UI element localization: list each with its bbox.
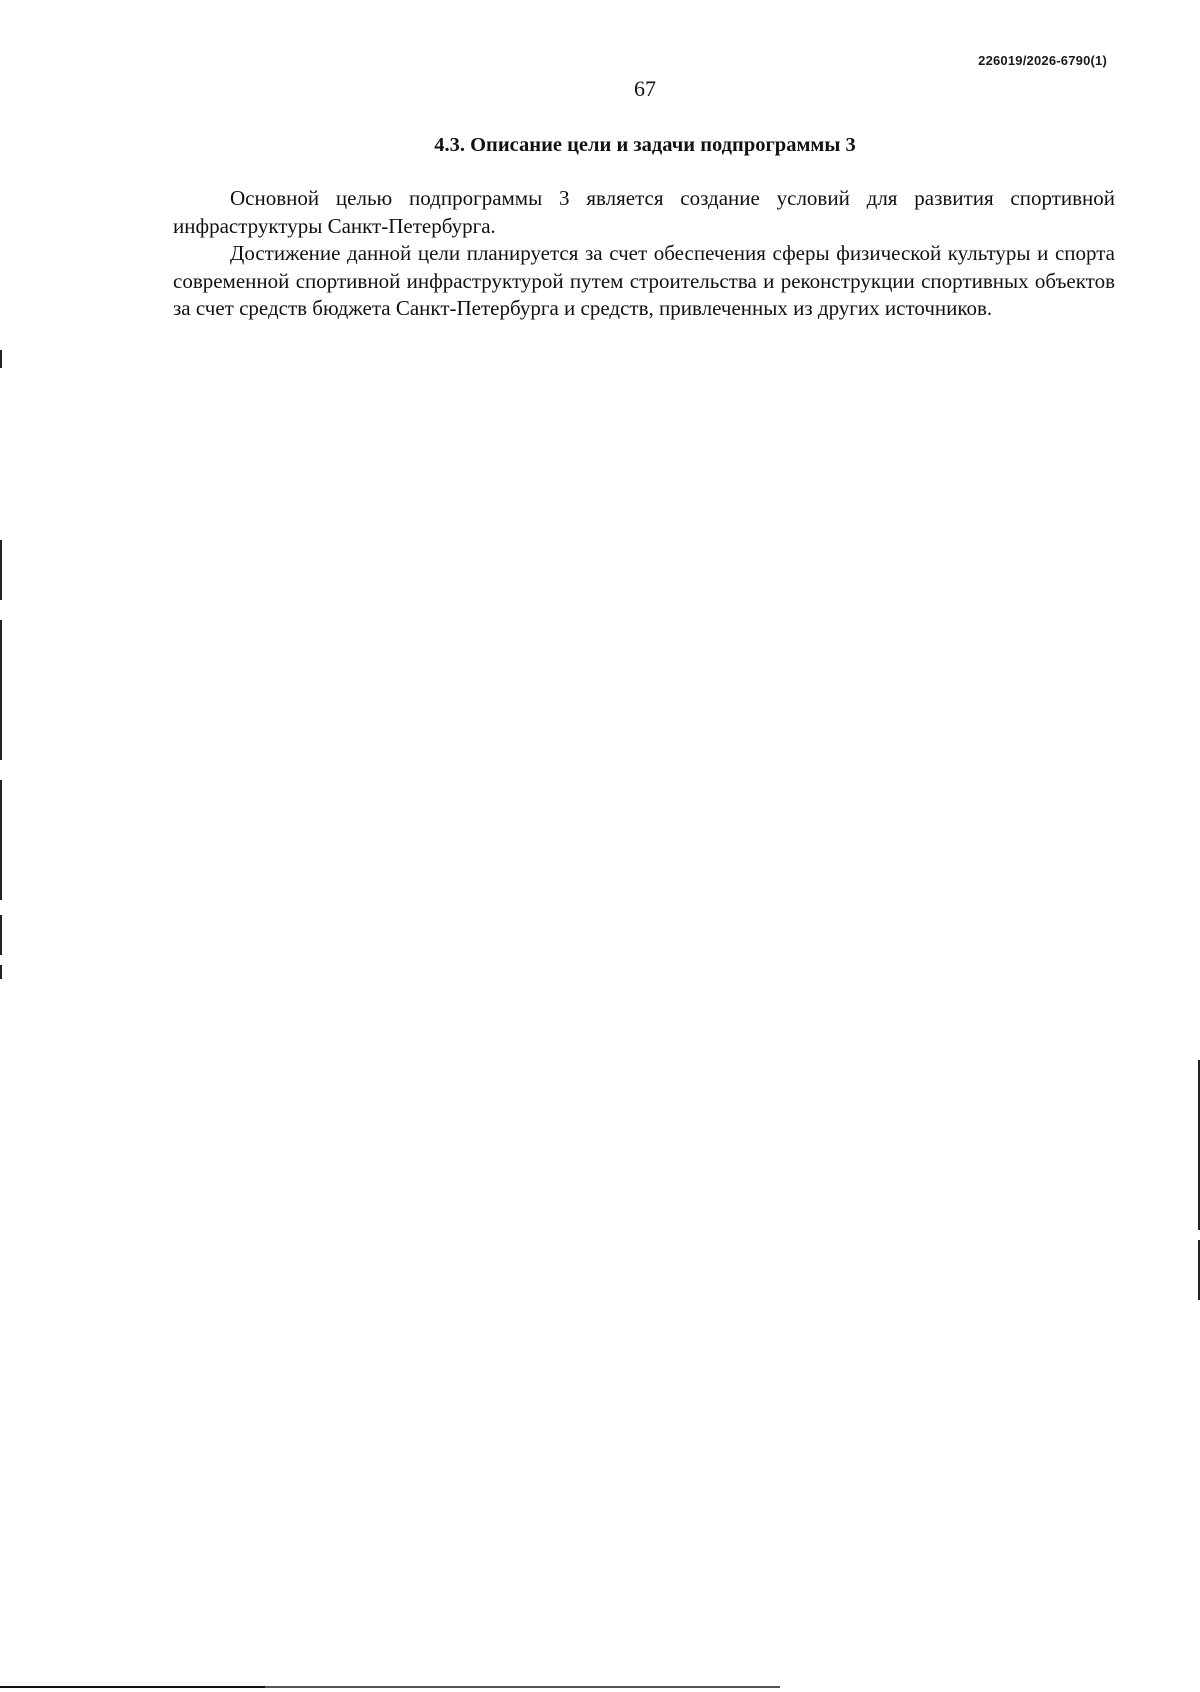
body-text: [173, 185, 1115, 323]
left-scan-edge-marks: [0, 0, 3, 1692]
section-title: 4.3. Описание цели и задачи подпрограммы 3: [434, 134, 856, 156]
paragraph-achievement: Достижение данной цели планируется за счет обеспечения сферы физической культуры и спорта современной спортивной инфраструктурой путем строительства и реконструкции спортивных объектов за счет средств бюджета Санкт-Петербурга и средств, привлеченных из других источников.: [173, 241, 1115, 320]
bottom-scan-edge-line: [0, 1686, 1200, 1688]
document-registration-number: 226019/2026-6790(1): [978, 53, 1107, 68]
page-number: 67: [634, 76, 656, 101]
paragraph-goal: Основной целью подпрограммы 3 является создание условий для развития спортивной инфраструктуры Санкт-Петербурга.: [173, 186, 1115, 238]
